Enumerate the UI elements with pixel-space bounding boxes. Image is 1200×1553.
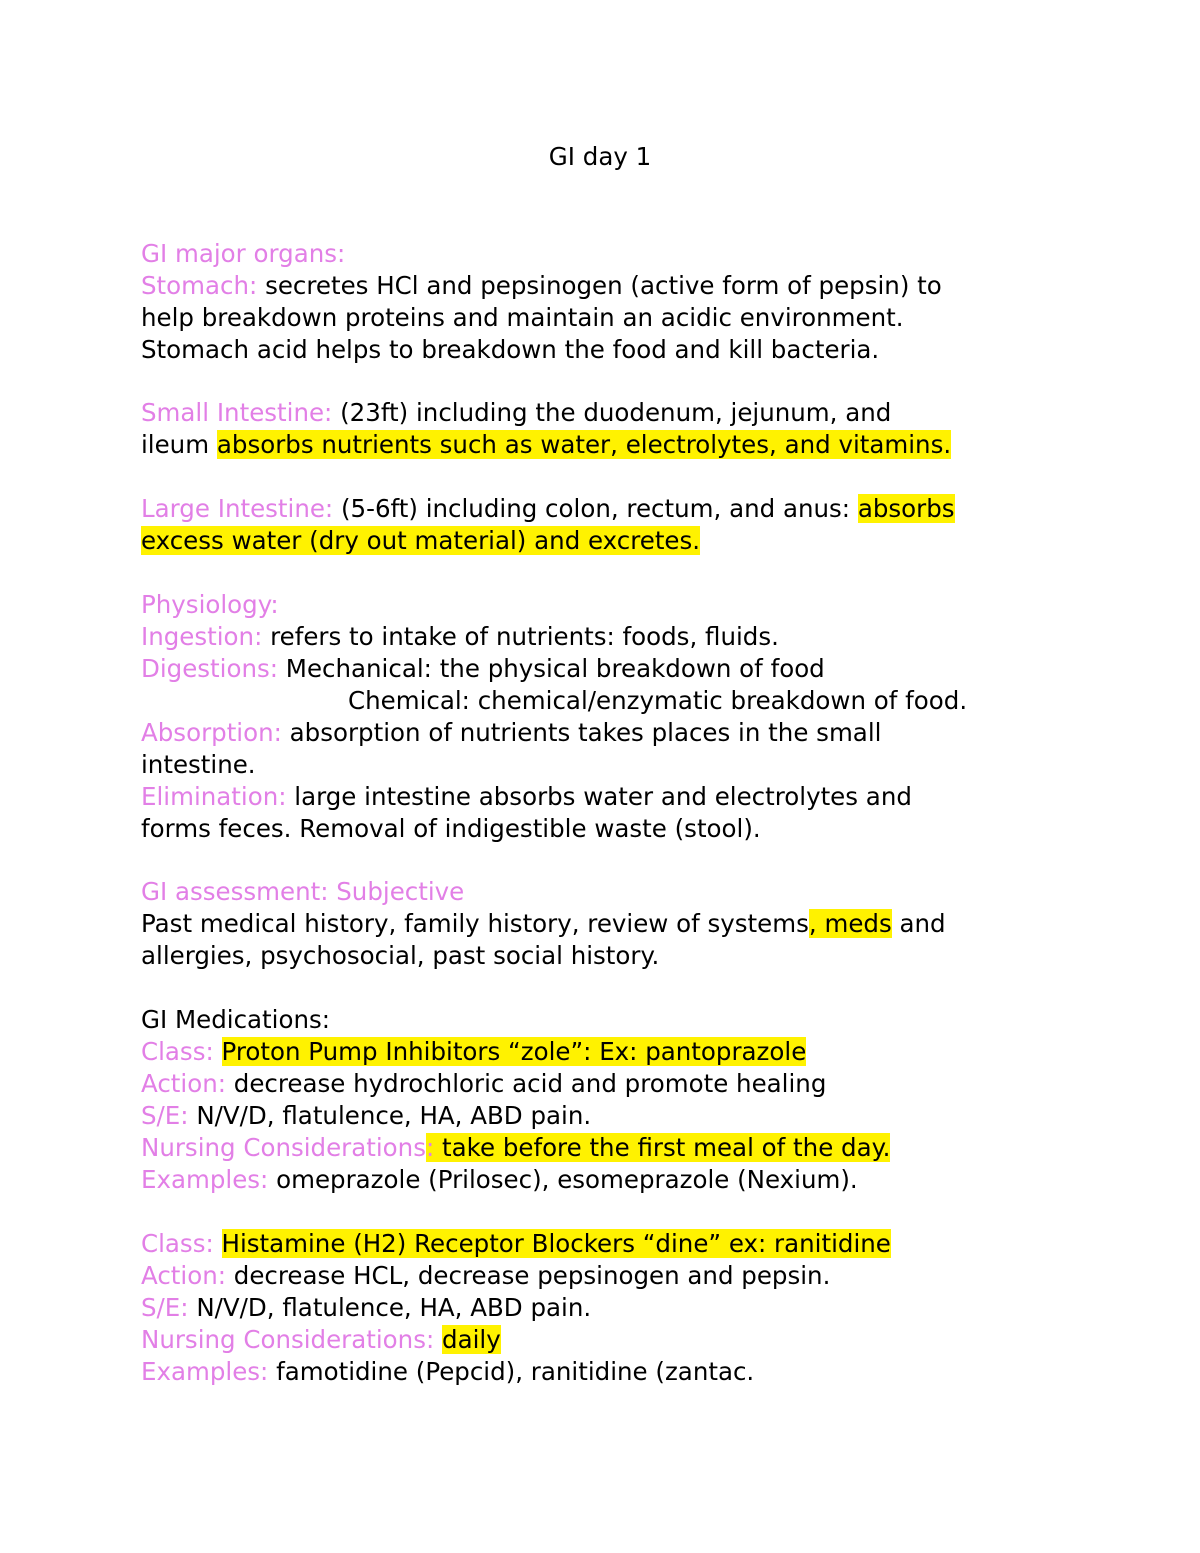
stomach-text: secretes HCl and pepsinogen (active form of pepsin) to [257, 271, 942, 300]
h2-class-sep [214, 1229, 222, 1258]
medications-h2-section [141, 1228, 1066, 1388]
h2-nursing-label: Nursing Considerations: [141, 1325, 435, 1354]
small-intestine-text-line2: ileum [141, 430, 217, 459]
digestions-label: Digestions: [141, 654, 279, 683]
stomach-text-line3: Stomach acid helps to breakdown the food and kill bacteria. [141, 335, 880, 364]
small-intestine-highlight: absorbs nutrients such as water, electrolytes, and vitamins. [216, 430, 952, 459]
absorption-label: Absorption: [141, 718, 282, 747]
stomach-text-line2: help breakdown proteins and maintain an acidic environment. [141, 303, 904, 332]
h2-action-label: Action: [141, 1261, 226, 1290]
h2-se-label: S/E: [141, 1293, 189, 1322]
medications-ppi-section [141, 1004, 1066, 1196]
small-intestine-label: Small Intestine: [141, 398, 333, 427]
medications-heading: GI Medications: [141, 1005, 331, 1034]
absorption-text-line2: intestine. [141, 750, 256, 779]
ppi-nursing-highlight: take before the first meal of the day. [434, 1133, 891, 1162]
organs-heading: GI major organs: [141, 239, 346, 268]
absorption-text: absorption of nutrients takes places in the small [281, 718, 882, 747]
h2-nursing-highlight: daily [442, 1325, 501, 1354]
elimination-label: Elimination: [141, 782, 287, 811]
ppi-se-text: N/V/D, flatulence, HA, ABD pain. [188, 1101, 592, 1130]
page-title: GI day 1 [548, 142, 652, 171]
ppi-nursing-label: Nursing Considerations [141, 1133, 426, 1162]
physiology-heading: Physiology: [141, 590, 279, 619]
h2-class-highlight: Histamine (H2) Receptor Blockers “dine” ex: ranitidine [221, 1229, 891, 1258]
h2-examples-text: famotidine (Pepcid), ranitidine (zantac. [268, 1357, 755, 1386]
h2-class-label: Class: [141, 1229, 214, 1258]
assessment-text-line2: allergies, psychosocial, past social history. [141, 941, 660, 970]
assessment-section [141, 876, 1066, 972]
ppi-action-label: Action: [141, 1069, 226, 1098]
large-intestine-section [141, 493, 1066, 557]
ppi-class-highlight: Proton Pump Inhibitors “zole”: Ex: pantoprazole [221, 1037, 807, 1066]
assessment-heading: GI assessment: Subjective [141, 877, 465, 906]
h2-action-text: decrease HCL, decrease pepsinogen and pepsin. [225, 1261, 831, 1290]
large-intestine-highlight-line2: excess water (dry out material) and excretes. [141, 526, 701, 555]
ppi-examples-text: omeprazole (Prilosec), esomeprazole (Nexium). [268, 1165, 858, 1194]
ppi-se-label: S/E: [141, 1101, 189, 1130]
digestions-text: Mechanical: the physical breakdown of food [278, 654, 825, 683]
ppi-class-sep [214, 1037, 222, 1066]
ppi-class-label: Class: [141, 1037, 214, 1066]
h2-examples-label: Examples: [141, 1357, 269, 1386]
elimination-text-line2: forms feces. Removal of indigestible waste (stool). [141, 814, 761, 843]
assessment-text-suffix: and [891, 909, 946, 938]
organs-section [141, 238, 1066, 366]
assessment-text: Past medical history, family history, review of systems [141, 909, 809, 938]
elimination-text: large intestine absorbs water and electrolytes and [286, 782, 912, 811]
stomach-label: Stomach: [141, 271, 258, 300]
large-intestine-highlight: absorbs [857, 494, 955, 523]
large-intestine-text: (5-6ft) including colon, rectum, and anus: [333, 494, 858, 523]
ingestion-label: Ingestion: [141, 622, 263, 651]
h2-se-text: N/V/D, flatulence, HA, ABD pain. [188, 1293, 592, 1322]
digestions-text-chemical: Chemical: chemical/enzymatic breakdown of food. [348, 686, 968, 715]
large-intestine-label: Large Intestine: [141, 494, 334, 523]
assessment-meds-highlight: , meds [808, 909, 892, 938]
h2-nursing-sep [434, 1325, 442, 1354]
small-intestine-text: (23ft) including the duodenum, jejunum, and [332, 398, 892, 427]
ppi-nursing-colon: : [425, 1133, 435, 1162]
ingestion-text: refers to intake of nutrients: foods, fluids. [262, 622, 779, 651]
physiology-section [141, 589, 1066, 845]
small-intestine-section [141, 397, 1066, 461]
ppi-examples-label: Examples: [141, 1165, 269, 1194]
ppi-action-text: decrease hydrochloric acid and promote healing [225, 1069, 827, 1098]
